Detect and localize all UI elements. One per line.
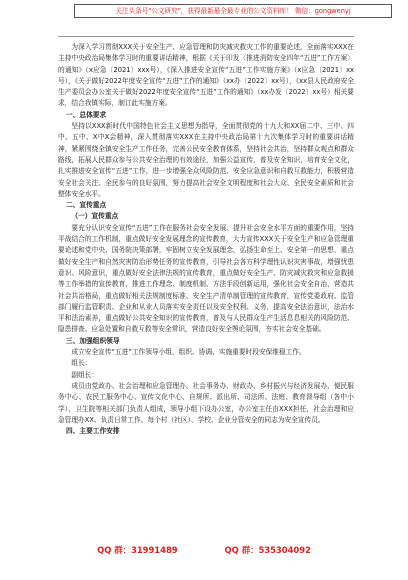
qq-group-2: QQ 群：535304092 — [224, 545, 311, 555]
qq-group-1: QQ 群：31991489 — [97, 545, 178, 555]
section-heading-arrangements: 四、主要工作安排 — [66, 427, 120, 436]
members-paragraph: 成员由党政办、社会治理和应急管理办、社会事务办、财政办、乡村振兴与经济发展办、便民服务中心、农民工服务中心、宣传文化中心、自规所、派出所、司法所、法庭、教育督导组（各中小学）、卫生院等相关部门负责人组成，领导小组下设办公室，办公室主任由XXX担任，社会治理和应急管理办XX、负责日常工作。每个村（社区）、学校、企业分管安全的同志为安全宣传员。 — [58, 381, 354, 424]
document-body — [58, 42, 354, 538]
team-leader-line: 组长： — [71, 359, 92, 368]
section-heading-focus: 二、宣传重点 — [66, 201, 107, 210]
section-heading-general: 一、总体要求 — [66, 110, 107, 119]
focus-paragraph: 要充分认识安全宣传“五进”工作在服务社会安全发展、提升社会安全水平方面的重要作用，坚持平战结合的工作机制，重点做好安全发展理念的宣传教育，大力宣传XXX关于安全生产和应急管理重要论述和党中央、国务院决策部署，牢固树立安全发展理念，弘扬生命至上、安全第一的思想，重点做好安全生产和自然灾害防治形势任务的宣传教育，引导社会各方科学理性认识灾害事故，增强忧患意识、风险意识，重点做好安全法律法规的宣传教育，重点做好安全生产、防灾减灾救灾和应急救援等工作举措的宣传教育，推进工作理念、制度机制、方法手段创新运用，强化社会安全自治，营造共社会共治格局，重点做好相关法规制度标准、安全生产清单制管理的宣传教育，宣传党委政府、监管部门履行监管职责、企业和从业人员落实安全责任以及安全权利、义务，提高安全法治意识，法治水平和法治素养，重点做好公共安全知识的宣传教育，普及与人民群众生产生活息息相关的风险防范、隐患排查、应急处置和自救互救等安全常识，营造良好安全舆论氛围，夯实社会安全基础。 — [58, 223, 354, 334]
banner-text: 关注头条号"公文研究"，获得最新最全最专业的公文资料库！ 微信：gongwenyj — [74, 4, 392, 18]
footer-contact — [0, 541, 408, 559]
top-banner — [0, 0, 408, 22]
general-requirements-paragraph: 坚持以XXX新时代中国特色社会主义思想为指导，全面贯彻党的十九大和XX届二中、三中、四中、五中、X中X会精神，深入贯彻落实XXX在主持中央政治局第十九次集体学习时的重要讲话精神，紧紧围绕全镇安全生产工作任务，完善公民安全教育体系，坚持社会共治，坚持群众观点和群众路线，拓展人民群众参与公共安全治理的有效途径，加强公益宣传，普及安全知识，培育安全文化，扎实推进安全宣传“五进”工作，进一步增强全众风险防范、安全应急意识和自救互救能力，积极营造安全社会关注、全民参与的良好氛围，努力提高社会安全文明程度和社会大众、全民安全素质和社会整体安全水平。 — [58, 122, 354, 198]
deputy-leader-line: 副组长： — [71, 370, 99, 379]
leadership-paragraph: 成立安全宣传“五进”工作领导小组，组织、协调、实施重要时段安保维稳工作。 — [71, 348, 306, 357]
subsection-heading-focus: （一）宣传重点 — [71, 212, 119, 221]
header-divider — [58, 36, 354, 37]
intro-paragraph: 为深入学习贯彻XXX关于安全生产、应急管理和防灾减灾救灾工作的重要论述，全面落实XXX在主持中央政治局集体学习时的重要讲话精神，根据《关于印发〈推进消防安全四年“五进”工作方案〉的通知》（x应急〔2021〕xxx号），《深入推进安全宣传“五进”工作实施方案》（x应急〔2021〕xx号），《关于做好2022年度安全宣传“五进”工作的通知》（xx办〔2022〕xx号），《xx县人民政府安全生产委员会办公室关于做好2022年度安全宣传“五进”工作的通知》（xx办发〔2022〕xx号）相关要求，结合我镇实际，制订此实施方案。 — [58, 43, 354, 108]
section-heading-leadership: 三、加强组织领导 — [66, 336, 120, 345]
